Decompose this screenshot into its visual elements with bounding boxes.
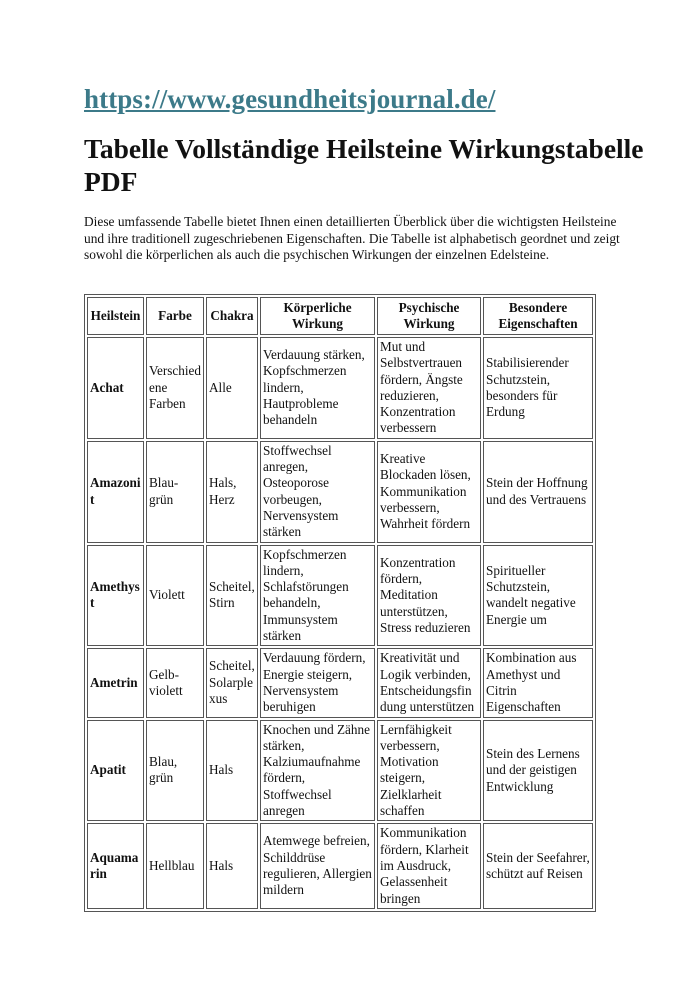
intro-paragraph: Diese umfassende Tabelle bietet Ihnen einen detaillierten Überblick über die wichtigsten Heilsteine und ihre traditionell zugeschriebenen Eigenschaften. Die Tabelle ist alphabetisch geordnet und zeigt sowohl die körperlichen als auch die psychischen Wirkungen der einzelnen Edelsteine. xyxy=(84,214,620,263)
header-physical: Körperliche Wirkung xyxy=(260,297,375,335)
cell-psychic: Kreativität und Logik verbinden, Entscheidungsfindung unterstützen xyxy=(377,648,481,717)
cell-color: Gelb-violett xyxy=(146,648,204,717)
cell-chakra: Hals, Herz xyxy=(206,441,258,543)
cell-psychic: Konzentration fördern, Meditation unterstützen, Stress reduzieren xyxy=(377,545,481,647)
cell-stone: Aquamarin xyxy=(87,823,144,908)
cell-physical: Knochen und Zähne stärken, Kalziumaufnahme fördern, Stoffwechsel anregen xyxy=(260,720,375,822)
cell-psychic: Kreative Blockaden lösen, Kommunikation verbessern, Wahrheit fördern xyxy=(377,441,481,543)
cell-physical: Verdauung fördern, Energie steigern, Nervensystem beruhigen xyxy=(260,648,375,717)
cell-stone: Ametrin xyxy=(87,648,144,717)
table-row xyxy=(87,720,593,822)
cell-special: Stabilisierender Schutzstein, besonders für Erdung xyxy=(483,337,593,439)
cell-stone: Achat xyxy=(87,337,144,439)
cell-physical: Verdauung stärken, Kopfschmerzen lindern, Hautprobleme behandeln xyxy=(260,337,375,439)
cell-psychic: Mut und Selbstvertrauen fördern, Ängste reduzieren, Konzentration verbessern xyxy=(377,337,481,439)
cell-chakra: Hals xyxy=(206,720,258,822)
cell-chakra: Alle xyxy=(206,337,258,439)
cell-stone: Amazonit xyxy=(87,441,144,543)
source-url-link[interactable]: https://www.gesundheitsjournal.de/ xyxy=(84,84,496,114)
header-psychic: Psychische Wirkung xyxy=(377,297,481,335)
cell-special: Kombination aus Amethyst und Citrin Eigenschaften xyxy=(483,648,593,717)
cell-physical: Atemwege befreien, Schilddrüse regulieren, Allergien mildern xyxy=(260,823,375,908)
cell-chakra: Scheitel, Stirn xyxy=(206,545,258,647)
cell-physical: Kopfschmerzen lindern, Schlafstörungen behandeln, Immunsystem stärken xyxy=(260,545,375,647)
table-row xyxy=(87,441,593,543)
table-row xyxy=(87,337,593,439)
table-row xyxy=(87,823,593,908)
cell-psychic: Lernfähigkeit verbessern, Motivation steigern, Zielklarheit schaffen xyxy=(377,720,481,822)
cell-chakra: Hals xyxy=(206,823,258,908)
header-chakra: Chakra xyxy=(206,297,258,335)
cell-color: Hellblau xyxy=(146,823,204,908)
cell-chakra: Scheitel, Solarplexus xyxy=(206,648,258,717)
table-row xyxy=(87,648,593,717)
header-special: Besondere Eigenschaften xyxy=(483,297,593,335)
cell-special: Stein des Lernens und der geistigen Entwicklung xyxy=(483,720,593,822)
cell-special: Stein der Seefahrer, schützt auf Reisen xyxy=(483,823,593,908)
table-row xyxy=(87,545,593,647)
cell-special: Spiritueller Schutzstein, wandelt negative Energie um xyxy=(483,545,593,647)
table-header-row xyxy=(87,297,593,335)
healing-stones-table xyxy=(84,294,596,912)
cell-stone: Apatit xyxy=(87,720,144,822)
cell-psychic: Kommunikation fördern, Klarheit im Ausdruck, Gelassenheit bringen xyxy=(377,823,481,908)
cell-special: Stein der Hoffnung und des Vertrauens xyxy=(483,441,593,543)
cell-color: Violett xyxy=(146,545,204,647)
cell-physical: Stoffwechsel anregen, Osteoporose vorbeugen, Nervensystem stärken xyxy=(260,441,375,543)
cell-stone: Amethyst xyxy=(87,545,144,647)
cell-color: Blau-grün xyxy=(146,441,204,543)
header-color: Farbe xyxy=(146,297,204,335)
cell-color: Blau, grün xyxy=(146,720,204,822)
header-stone: Heilstein xyxy=(87,297,144,335)
page-title: Tabelle Vollständige Heilsteine Wirkungstabelle PDF xyxy=(84,133,644,197)
cell-color: Verschiedene Farben xyxy=(146,337,204,439)
